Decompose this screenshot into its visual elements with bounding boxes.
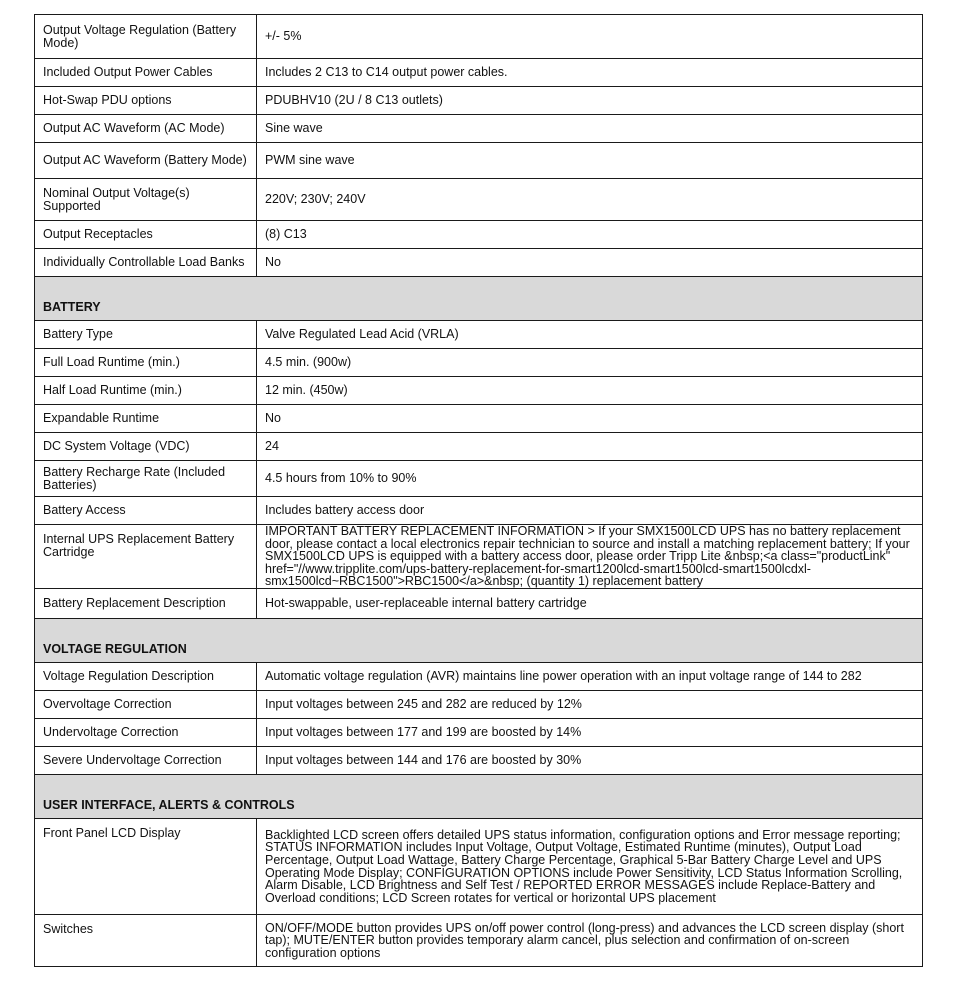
spec-value: No [257, 249, 923, 277]
table-row [35, 321, 923, 349]
spec-label: Voltage Regulation Description [35, 663, 257, 691]
table-row [35, 115, 923, 143]
table-row [35, 15, 923, 59]
table-row [35, 691, 923, 719]
spec-value: 4.5 hours from 10% to 90% [257, 461, 923, 497]
spec-value: ON/OFF/MODE button provides UPS on/off power control (long-press) and advances the LCD screen display (short tap); MUTE/ENTER button provides temporary alarm cancel, plus selection and confirmation of on-screen configuration options [257, 915, 923, 967]
table-row [35, 179, 923, 221]
table-row [35, 915, 923, 967]
spec-label: Battery Replacement Description [35, 589, 257, 619]
spec-value: IMPORTANT BATTERY REPLACEMENT INFORMATION > If your SMX1500LCD UPS has no battery replacement door, please contact a local electronics repair technician to source and install a matching replacement battery; If your SMX1500LCD UPS is equipped with a battery access door, please order Tripp Lite &nbsp;<a class="productLink" href="//www.tripplite.com/ups-battery-replacement-for-smart1200lcd-smart1500lcd-smart1500lcdxl-smx1500lcd~RBC1500">RBC1500</a>&nbsp; (quantity 1) replacement battery [257, 525, 923, 589]
table-row [35, 819, 923, 915]
spec-label: Output AC Waveform (Battery Mode) [35, 143, 257, 179]
spec-label: Battery Access [35, 497, 257, 525]
spec-value: Backlighted LCD screen offers detailed UPS status information, configuration options and Error message reporting; STATUS INFORMATION includes Input Voltage, Output Voltage, Estimated Runtime (minutes), Output Load Percentage, Output Load Wattage, Battery Charge Percentage, Graphical 5-Bar Battery Charge Level and UPS Operating Mode Display; CONFIGURATION OPTIONS include Power Sensitivity, LCD Status Information Scrolling, Alarm Disable, LCD Brightness and Self Test / REPORTED ERROR MESSAGES include Replace-Battery and Overload conditions; LCD Screen rotates for vertical or horizontal UPS placement [257, 819, 923, 915]
table-row [35, 461, 923, 497]
spec-value: +/- 5% [257, 15, 923, 59]
table-row [35, 87, 923, 115]
spec-label: Overvoltage Correction [35, 691, 257, 719]
table-row [35, 143, 923, 179]
spec-value: PWM sine wave [257, 143, 923, 179]
table-row [35, 719, 923, 747]
spec-label: Half Load Runtime (min.) [35, 377, 257, 405]
spec-value: 12 min. (450w) [257, 377, 923, 405]
spec-label: Internal UPS Replacement Battery Cartridge [35, 525, 257, 589]
spec-label: DC System Voltage (VDC) [35, 433, 257, 461]
spec-value: No [257, 405, 923, 433]
spec-label: Full Load Runtime (min.) [35, 349, 257, 377]
spec-value: 4.5 min. (900w) [257, 349, 923, 377]
table-row [35, 349, 923, 377]
spec-value: Input voltages between 144 and 176 are boosted by 30% [257, 747, 923, 775]
table-row [35, 249, 923, 277]
spec-table [34, 14, 923, 967]
table-row [35, 59, 923, 87]
spec-label: Included Output Power Cables [35, 59, 257, 87]
spec-label: Undervoltage Correction [35, 719, 257, 747]
spec-value: 24 [257, 433, 923, 461]
spec-value: PDUBHV10 (2U / 8 C13 outlets) [257, 87, 923, 115]
spec-table-body [35, 15, 923, 967]
section-heading: VOLTAGE REGULATION [35, 619, 923, 663]
table-row [35, 589, 923, 619]
section-header-row [35, 277, 923, 321]
spec-value: Input voltages between 245 and 282 are reduced by 12% [257, 691, 923, 719]
spec-label: Severe Undervoltage Correction [35, 747, 257, 775]
spec-label: Individually Controllable Load Banks [35, 249, 257, 277]
spec-value: Valve Regulated Lead Acid (VRLA) [257, 321, 923, 349]
spec-label: Hot-Swap PDU options [35, 87, 257, 115]
spec-value: 220V; 230V; 240V [257, 179, 923, 221]
spec-value: Automatic voltage regulation (AVR) maintains line power operation with an input voltage range of 144 to 282 [257, 663, 923, 691]
section-header-row [35, 619, 923, 663]
table-row [35, 747, 923, 775]
spec-label: Output AC Waveform (AC Mode) [35, 115, 257, 143]
spec-value: Input voltages between 177 and 199 are boosted by 14% [257, 719, 923, 747]
spec-label: Switches [35, 915, 257, 967]
spec-value: Includes 2 C13 to C14 output power cables. [257, 59, 923, 87]
table-row [35, 663, 923, 691]
table-row [35, 405, 923, 433]
spec-label: Battery Recharge Rate (Included Batteries) [35, 461, 257, 497]
spec-label: Output Receptacles [35, 221, 257, 249]
spec-value: Hot-swappable, user-replaceable internal battery cartridge [257, 589, 923, 619]
section-header-row [35, 775, 923, 819]
section-heading: USER INTERFACE, ALERTS & CONTROLS [35, 775, 923, 819]
table-row [35, 525, 923, 589]
spec-value: Includes battery access door [257, 497, 923, 525]
spec-label: Nominal Output Voltage(s) Supported [35, 179, 257, 221]
spec-value: Sine wave [257, 115, 923, 143]
table-row [35, 221, 923, 249]
table-row [35, 377, 923, 405]
spec-value: (8) C13 [257, 221, 923, 249]
spec-label: Expandable Runtime [35, 405, 257, 433]
table-row [35, 433, 923, 461]
spec-label: Front Panel LCD Display [35, 819, 257, 915]
table-row [35, 497, 923, 525]
spec-label: Output Voltage Regulation (Battery Mode) [35, 15, 257, 59]
section-heading: BATTERY [35, 277, 923, 321]
spec-label: Battery Type [35, 321, 257, 349]
